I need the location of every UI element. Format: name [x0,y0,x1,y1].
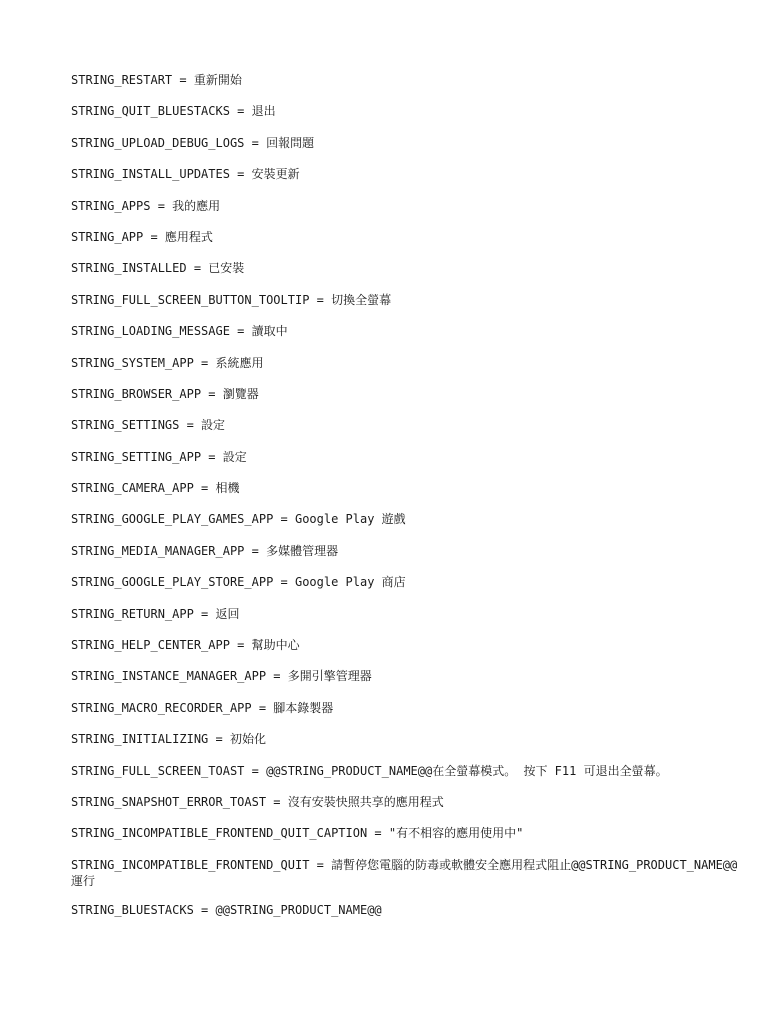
string-entry: STRING_SNAPSHOT_ERROR_TOAST = 沒有安裝快照共享的應用程式 [71,794,444,809]
string-entry: STRING_INCOMPATIBLE_FRONTEND_QUIT = 請暫停您電腦的防毒或軟體安全應用程式阻止@@STRING_PRODUCT_NAME@@運行 [71,857,738,888]
string-entry: STRING_BLUESTACKS = @@STRING_PRODUCT_NAME@@ [71,902,382,917]
string-entry: STRING_FULL_SCREEN_TOAST = @@STRING_PRODUCT_NAME@@在全螢幕模式。 按下 F11 可退出全螢幕。 [71,763,668,778]
string-entry: STRING_LOADING_MESSAGE = 讀取中 [71,324,288,339]
string-entry: STRING_INSTANCE_MANAGER_APP = 多開引擎管理器 [71,669,372,684]
string-entry: STRING_GOOGLE_PLAY_GAMES_APP = Google Play 遊戲 [71,512,406,527]
string-table [71,72,741,933]
string-entry: STRING_RESTART = 重新開始 [71,73,242,87]
string-entry: STRING_FULL_SCREEN_BUTTON_TOOLTIP = 切換全螢幕 [71,292,392,307]
string-entry: STRING_INCOMPATIBLE_FRONTEND_QUIT_CAPTION = "有不相容的應用使用中" [71,826,524,841]
string-entry: STRING_GOOGLE_PLAY_STORE_APP = Google Play 商店 [71,575,406,590]
string-entry: STRING_HELP_CENTER_APP = 幫助中心 [71,638,300,653]
string-entry: STRING_MEDIA_MANAGER_APP = 多媒體管理器 [71,543,339,558]
string-entry: STRING_APP = 應用程式 [71,229,213,244]
string-entry: STRING_APPS = 我的應用 [71,198,221,213]
string-entry: STRING_BROWSER_APP = 瀏覽器 [71,386,259,401]
string-entry: STRING_SETTINGS = 設定 [71,418,226,433]
string-entry: STRING_RETURN_APP = 返回 [71,606,240,621]
string-entry: STRING_CAMERA_APP = 相機 [71,481,240,496]
string-entry: STRING_INITIALIZING = 初始化 [71,732,266,747]
string-entry: STRING_INSTALLED = 已安裝 [71,261,245,276]
string-entry: STRING_INSTALL_UPDATES = 安裝更新 [71,167,300,182]
string-entry: STRING_SETTING_APP = 設定 [71,449,247,464]
string-entry: STRING_UPLOAD_DEBUG_LOGS = 回報問題 [71,135,315,150]
string-entry: STRING_MACRO_RECORDER_APP = 腳本錄製器 [71,700,334,715]
string-entry: STRING_QUIT_BLUESTACKS = 退出 [71,104,276,119]
string-entry: STRING_SYSTEM_APP = 系統應用 [71,355,264,370]
